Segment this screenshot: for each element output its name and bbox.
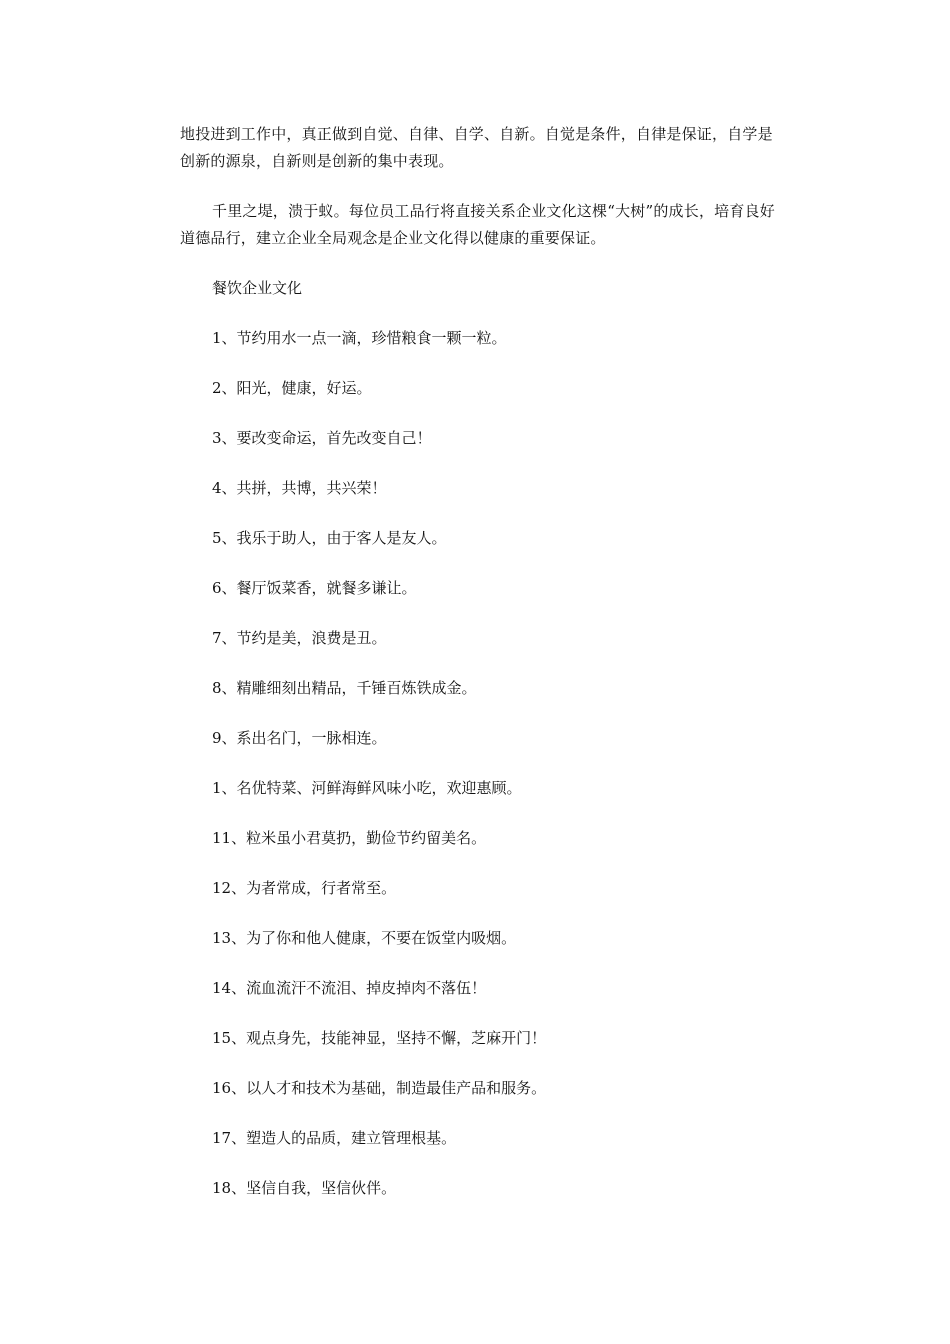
list-item: 4、共拼，共博，共兴荣！ [212,479,387,497]
paragraph-moral-character: 千里之堤，溃于蚁。每位员工品行将直接关系企业文化这棵“大树”的成长，培育良好道德品行，建立企业全局观念是企业文化得以健康的重要保证。 [180,202,775,247]
list-item: 6、餐厅饭菜香，就餐多谦让。 [212,579,417,597]
list-item: 7、节约是美，浪费是丑。 [212,629,387,647]
slogan-list [180,325,780,1202]
list-item: 2、阳光，健康，好运。 [212,379,372,397]
list-item: 14、流血流汗不流泪、掉皮掉肉不落伍！ [212,979,487,997]
list-item: 17、塑造人的品质，建立管理根基。 [212,1129,457,1147]
section-heading: 餐饮企业文化 [212,279,303,297]
document-body [180,121,780,1225]
list-item: 16、以人才和技术为基础，制造最佳产品和服务。 [212,1079,547,1097]
list-item: 1、节约用水一点一滴，珍惜粮食一颗一粒。 [212,329,507,347]
list-item: 5、我乐于助人，由于客人是友人。 [212,529,447,547]
paragraph-self-discipline: 地投进到工作中，真正做到自觉、自律、自学、自新。自觉是条件，自律是保证，自学是创新的源泉，自新则是创新的集中表现。 [180,125,773,170]
list-item: 18、坚信自我，坚信伙伴。 [212,1179,397,1197]
list-item: 15、观点身先，技能神显，坚持不懈，芝麻开门！ [212,1029,547,1047]
list-item: 13、为了你和他人健康，不要在饭堂内吸烟。 [212,929,517,947]
list-item: 3、要改变命运，首先改变自己！ [212,429,432,447]
list-item: 11、粒米虽小君莫扔，勤俭节约留美名。 [212,829,487,847]
list-item: 12、为者常成，行者常至。 [212,879,397,897]
list-item: 8、精雕细刻出精品，千锤百炼铁成金。 [212,679,477,697]
list-item: 1、名优特菜、河鲜海鲜风味小吃，欢迎惠顾。 [212,779,522,797]
list-item: 9、系出名门，一脉相连。 [212,729,387,747]
